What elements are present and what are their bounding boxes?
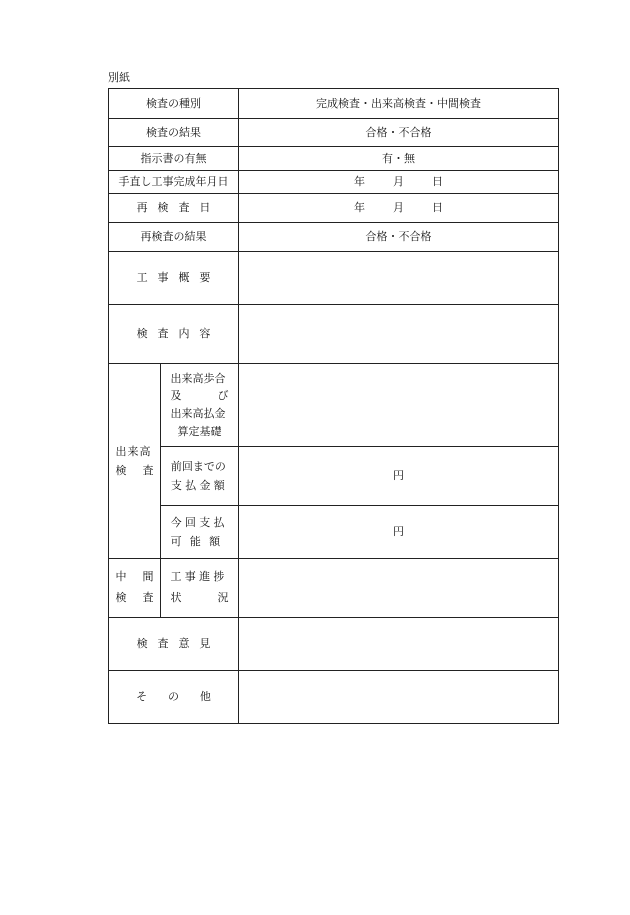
basis-char: 及	[170, 389, 182, 403]
current-payable-label	[161, 506, 239, 559]
reinspection-date-value	[239, 194, 559, 223]
interim-char: 検	[115, 591, 127, 604]
now-line: 可能額	[170, 535, 229, 548]
interim-group-label	[109, 559, 161, 618]
inspection-opinion-label: 検査意見	[109, 618, 239, 671]
row-inspection-result	[109, 119, 559, 147]
repair-date-value	[239, 171, 559, 194]
date-day: 日	[432, 201, 443, 215]
basis-line: 出来高歩合	[170, 371, 226, 385]
inspection-opinion-value	[239, 618, 559, 671]
inspection-content-value	[239, 305, 559, 364]
row-inspection-kind	[109, 89, 559, 119]
row-other	[109, 671, 559, 724]
interim-char: 間	[142, 570, 154, 584]
progress-char: 況	[217, 591, 229, 604]
row-inspection-content	[109, 305, 559, 364]
row-reinspection-result	[109, 223, 559, 252]
inspection-kind-label: 検査の種別	[109, 89, 239, 119]
basis-line: 算定基礎	[177, 424, 222, 438]
prev-line: 前回までの	[170, 459, 226, 473]
dekidaka-basis-value	[239, 364, 559, 447]
inspection-kind-value: 完成検査・出来高検査・中間検査	[239, 89, 559, 119]
date-day: 日	[432, 175, 443, 189]
row-interim-progress	[109, 559, 559, 618]
dekidaka-group-label	[109, 364, 161, 559]
inspection-result-value: 合格・不合格	[239, 119, 559, 147]
progress-line: 工事進捗	[170, 570, 228, 584]
basis-char: び	[217, 389, 229, 403]
instruction-value: 有・無	[239, 147, 559, 171]
previous-payment-label	[161, 447, 239, 506]
previous-payment-value: 円	[239, 447, 559, 506]
current-payable-value: 円	[239, 506, 559, 559]
date-year: 年	[354, 175, 365, 189]
other-value	[239, 671, 559, 724]
interim-char: 査	[142, 591, 154, 604]
progress-char: 状	[170, 591, 182, 604]
other-label: その他	[109, 671, 239, 724]
inspection-content-label: 検査内容	[109, 305, 239, 364]
reinspection-result-value: 合格・不合格	[239, 223, 559, 252]
row-dekidaka-basis	[109, 364, 559, 447]
inspection-result-label: 検査の結果	[109, 119, 239, 147]
row-previous-payment	[109, 447, 559, 506]
date-year: 年	[354, 201, 365, 215]
row-instruction	[109, 147, 559, 171]
row-repair-date	[109, 171, 559, 194]
row-inspection-opinion	[109, 618, 559, 671]
attachment-caption: 別紙	[108, 71, 130, 84]
date-month: 月	[393, 175, 404, 189]
now-line: 今回支払	[170, 515, 228, 529]
work-summary-value	[239, 252, 559, 305]
instruction-label: 指示書の有無	[109, 147, 239, 171]
repair-date-label: 手直し工事完成年月日	[109, 171, 239, 194]
reinspection-result-label: 再検査の結果	[109, 223, 239, 252]
reinspection-date-label: 再検査日	[109, 194, 239, 223]
inspection-form-table	[108, 88, 559, 724]
row-reinspection-date	[109, 194, 559, 223]
dekidaka-group-char: 検	[115, 464, 127, 477]
dekidaka-group-char: 査	[142, 464, 154, 477]
progress-status-value	[239, 559, 559, 618]
dekidaka-basis-label	[161, 364, 239, 447]
row-current-payable	[109, 506, 559, 559]
work-summary-label: 工事概要	[109, 252, 239, 305]
interim-char: 中	[115, 570, 127, 584]
dekidaka-group-line1: 出来高	[115, 444, 152, 458]
progress-status-label	[161, 559, 239, 618]
date-month: 月	[393, 201, 404, 215]
prev-line: 支払金額	[170, 479, 229, 492]
row-work-summary	[109, 252, 559, 305]
basis-line: 出来高払金	[170, 407, 226, 420]
